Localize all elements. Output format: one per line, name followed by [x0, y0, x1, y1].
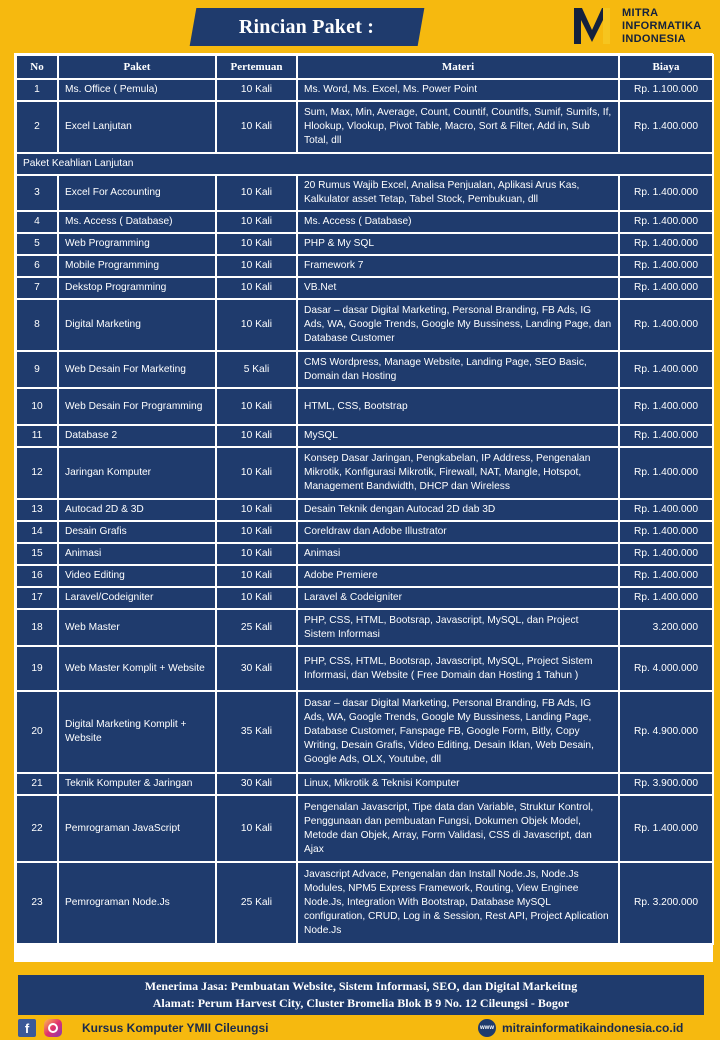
session-count: 25 Kali	[216, 609, 297, 646]
package-name: Ms. Office ( Pemula)	[58, 79, 216, 101]
row-number: 3	[16, 175, 58, 211]
row-number: 22	[16, 795, 58, 862]
package-table	[15, 54, 714, 945]
row-number: 16	[16, 565, 58, 587]
package-price: Rp. 1.400.000	[619, 351, 713, 388]
footer-address: Alamat: Perum Harvest City, Cluster Bromelia Blok B 9 No. 12 Cileungsi - Bogor	[152, 996, 570, 1010]
course-material: Coreldraw dan Adobe Illustrator	[297, 521, 619, 543]
session-count: 10 Kali	[216, 587, 297, 609]
column-header-pertemuan: Pertemuan	[216, 55, 297, 79]
session-count: 35 Kali	[216, 691, 297, 773]
session-count: 25 Kali	[216, 862, 297, 944]
row-number: 5	[16, 233, 58, 255]
package-price: Rp. 1.400.000	[619, 499, 713, 521]
package-name: Teknik Komputer & Jaringan	[58, 773, 216, 795]
course-material: Ms. Access ( Database)	[297, 211, 619, 233]
package-price: Rp. 1.400.000	[619, 388, 713, 425]
package-price: Rp. 1.400.000	[619, 277, 713, 299]
course-material: CMS Wordpress, Manage Website, Landing Page, SEO Basic, Domain dan Hosting	[297, 351, 619, 388]
package-name: Web Programming	[58, 233, 216, 255]
course-material: HTML, CSS, Bootstrap	[297, 388, 619, 425]
row-number: 15	[16, 543, 58, 565]
package-table-container	[14, 53, 713, 962]
session-count: 10 Kali	[216, 565, 297, 587]
logo-line-3: INDONESIA	[622, 33, 686, 45]
table-row	[16, 543, 713, 565]
row-number: 9	[16, 351, 58, 388]
table-row	[16, 299, 713, 351]
row-number: 13	[16, 499, 58, 521]
table-header-row	[16, 55, 713, 79]
package-name: Pemrograman JavaScript	[58, 795, 216, 862]
package-name: Web Desain For Programming	[58, 388, 216, 425]
table-body	[16, 79, 713, 944]
package-price: Rp. 3.200.000	[619, 862, 713, 944]
row-number: 20	[16, 691, 58, 773]
package-price: Rp. 1.400.000	[619, 233, 713, 255]
package-price: Rp. 1.400.000	[619, 795, 713, 862]
package-price: Rp. 1.400.000	[619, 521, 713, 543]
table-row	[16, 233, 713, 255]
globe-icon: www	[478, 1019, 496, 1037]
row-number: 23	[16, 862, 58, 944]
table-row	[16, 211, 713, 233]
course-material: Ms. Word, Ms. Excel, Ms. Power Point	[297, 79, 619, 101]
package-price: Rp. 1.400.000	[619, 425, 713, 447]
row-number: 12	[16, 447, 58, 499]
row-number: 7	[16, 277, 58, 299]
session-count: 10 Kali	[216, 521, 297, 543]
session-count: 10 Kali	[216, 499, 297, 521]
table-row	[16, 79, 713, 101]
course-material: MySQL	[297, 425, 619, 447]
table-row	[16, 521, 713, 543]
table-row	[16, 255, 713, 277]
session-count: 10 Kali	[216, 175, 297, 211]
course-material: Framework 7	[297, 255, 619, 277]
row-number: 14	[16, 521, 58, 543]
logo-line-2: INFORMATIKA	[622, 20, 702, 32]
package-price: Rp. 1.400.000	[619, 565, 713, 587]
package-name: Autocad 2D & 3D	[58, 499, 216, 521]
table-row	[16, 773, 713, 795]
row-number: 17	[16, 587, 58, 609]
logo-text	[622, 7, 701, 46]
session-count: 10 Kali	[216, 233, 297, 255]
row-number: 4	[16, 211, 58, 233]
footer-services: Menerima Jasa: Pembuatan Website, Sistem Informasi, SEO, dan Digital Markeitng	[144, 979, 578, 993]
package-price: Rp. 1.100.000	[619, 79, 713, 101]
row-number: 6	[16, 255, 58, 277]
column-header-no: No	[16, 55, 58, 79]
package-name: Excel For Accounting	[58, 175, 216, 211]
row-number: 18	[16, 609, 58, 646]
package-name: Digital Marketing Komplit + Website	[58, 691, 216, 773]
package-name: Jaringan Komputer	[58, 447, 216, 499]
package-price: Rp. 1.400.000	[619, 587, 713, 609]
session-count: 10 Kali	[216, 447, 297, 499]
package-name: Web Desain For Marketing	[58, 351, 216, 388]
table-row	[16, 175, 713, 211]
column-header-paket: Paket	[58, 55, 216, 79]
table-row	[16, 499, 713, 521]
package-name: Web Master Komplit + Website	[58, 646, 216, 691]
session-count: 30 Kali	[216, 646, 297, 691]
row-number: 19	[16, 646, 58, 691]
package-price: Rp. 1.400.000	[619, 255, 713, 277]
table-row	[16, 447, 713, 499]
session-count: 10 Kali	[216, 277, 297, 299]
course-material: Adobe Premiere	[297, 565, 619, 587]
course-material: Dasar – dasar Digital Marketing, Personal Branding, FB Ads, IG Ads, WA, Google Trends, Google My Bussiness, Landing Page, Database Customer, Fanspage FB, Google Form, Bitly, Copy Writing, Desain Grafis, Video Editing, Desain Iklan, Web Desain, Google Ads, OLX, Youtube, dll	[297, 691, 619, 773]
package-name: Excel Lanjutan	[58, 101, 216, 153]
package-price: Rp. 1.400.000	[619, 299, 713, 351]
column-header-materi: Materi	[297, 55, 619, 79]
table-row	[16, 609, 713, 646]
table-row	[16, 691, 713, 773]
table-row	[16, 646, 713, 691]
session-count: 10 Kali	[216, 299, 297, 351]
row-number: 1	[16, 79, 58, 101]
section-label: Paket Keahlian Lanjutan	[16, 153, 713, 175]
course-material: VB.Net	[297, 277, 619, 299]
table-row	[16, 565, 713, 587]
course-material: Laravel & Codeigniter	[297, 587, 619, 609]
package-name: Digital Marketing	[58, 299, 216, 351]
package-price: Rp. 3.900.000	[619, 773, 713, 795]
package-price: Rp. 1.400.000	[619, 175, 713, 211]
session-count: 5 Kali	[216, 351, 297, 388]
column-header-biaya: Biaya	[619, 55, 713, 79]
website-link[interactable]	[478, 1019, 683, 1037]
package-name: Mobile Programming	[58, 255, 216, 277]
facebook-icon[interactable]: f	[18, 1019, 36, 1037]
package-name: Laravel/Codeigniter	[58, 587, 216, 609]
course-material: Desain Teknik dengan Autocad 2D dab 3D	[297, 499, 619, 521]
package-price: Rp. 1.400.000	[619, 447, 713, 499]
footer-info-bar	[18, 975, 704, 1015]
row-number: 10	[16, 388, 58, 425]
course-name: Kursus Komputer YMII Cileungsi	[82, 1021, 269, 1035]
session-count: 10 Kali	[216, 543, 297, 565]
course-material: Linux, Mikrotik & Teknisi Komputer	[297, 773, 619, 795]
session-count: 30 Kali	[216, 773, 297, 795]
social-links	[18, 1019, 62, 1037]
package-name: Dekstop Programming	[58, 277, 216, 299]
table-row	[16, 425, 713, 447]
package-name: Database 2	[58, 425, 216, 447]
section-row	[16, 153, 713, 175]
table-row	[16, 388, 713, 425]
package-name: Video Editing	[58, 565, 216, 587]
company-logo	[572, 6, 712, 50]
course-material: Dasar – dasar Digital Marketing, Personal Branding, FB Ads, IG Ads, WA, Google Trends, Google My Bussiness, Landing Page, dan Database Customer	[297, 299, 619, 351]
table-row	[16, 277, 713, 299]
table-row	[16, 795, 713, 862]
row-number: 11	[16, 425, 58, 447]
package-name: Pemrograman Node.Js	[58, 862, 216, 944]
package-price: Rp. 1.400.000	[619, 101, 713, 153]
course-material: Animasi	[297, 543, 619, 565]
package-name: Ms. Access ( Database)	[58, 211, 216, 233]
session-count: 10 Kali	[216, 795, 297, 862]
table-row	[16, 351, 713, 388]
package-price: Rp. 1.400.000	[619, 543, 713, 565]
website-url[interactable]: mitrainformatikaindonesia.co.id	[502, 1021, 684, 1035]
package-price: Rp. 4.900.000	[619, 691, 713, 773]
package-price: 3.200.000	[619, 609, 713, 646]
row-number: 2	[16, 101, 58, 153]
table-row	[16, 862, 713, 944]
row-number: 21	[16, 773, 58, 795]
course-material: 20 Rumus Wajib Excel, Analisa Penjualan, Aplikasi Arus Kas, Kalkulator asset Tetap, Tabel Stock, Pembukuan, dll	[297, 175, 619, 211]
package-price: Rp. 4.000.000	[619, 646, 713, 691]
page-title-banner	[190, 8, 425, 46]
session-count: 10 Kali	[216, 425, 297, 447]
course-material: Sum, Max, Min, Average, Count, Countif, Countifs, Sumif, Sumifs, If, Hlookup, Vlookup, Pivot Table, Macro, Sort & Filter, Add in, Sub Total, dll	[297, 101, 619, 153]
course-material: Konsep Dasar Jaringan, Pengkabelan, IP Address, Pengenalan Mikrotik, Konfigurasi Mikrotik, Firewall, NAT, Mangle, Hotspot, Management Bandwidth, DHCP dan Wireless	[297, 447, 619, 499]
row-number: 8	[16, 299, 58, 351]
session-count: 10 Kali	[216, 101, 297, 153]
session-count: 10 Kali	[216, 211, 297, 233]
session-count: 10 Kali	[216, 255, 297, 277]
session-count: 10 Kali	[216, 388, 297, 425]
course-material: PHP, CSS, HTML, Bootsrap, Javascript, MySQL, dan Project Sistem Informasi	[297, 609, 619, 646]
course-material: Pengenalan Javascript, Tipe data dan Variable, Struktur Kontrol, Penggunaan dan pembuatan Fungsi, Dokumen Objek Model, Metode dan Objek, Array, Form Validasi, CSS di Javascript, dan Ajax	[297, 795, 619, 862]
package-name: Animasi	[58, 543, 216, 565]
course-material: PHP, CSS, HTML, Bootsrap, Javascript, MySQL, Project Sistem Informasi, dan Website ( Free Domain dan Hosting 1 Tahun )	[297, 646, 619, 691]
instagram-icon[interactable]	[44, 1019, 62, 1037]
page-title: Rincian Paket :	[239, 15, 375, 38]
package-name: Desain Grafis	[58, 521, 216, 543]
m-logo-icon	[572, 6, 616, 46]
session-count: 10 Kali	[216, 79, 297, 101]
package-name: Web Master	[58, 609, 216, 646]
course-material: PHP & My SQL	[297, 233, 619, 255]
course-material: Javascript Advace, Pengenalan dan Install Node.Js, Node.Js Modules, NPM5 Express Framework, Routing, View Enginee Node.Js, Integration With Bootstrap, Database MySQL configuration, CRUD, Log in & Session, Rest API, Project Aplication Node.Js	[297, 862, 619, 944]
table-row	[16, 101, 713, 153]
table-row	[16, 587, 713, 609]
package-price: Rp. 1.400.000	[619, 211, 713, 233]
logo-line-1: MITRA	[622, 7, 659, 19]
